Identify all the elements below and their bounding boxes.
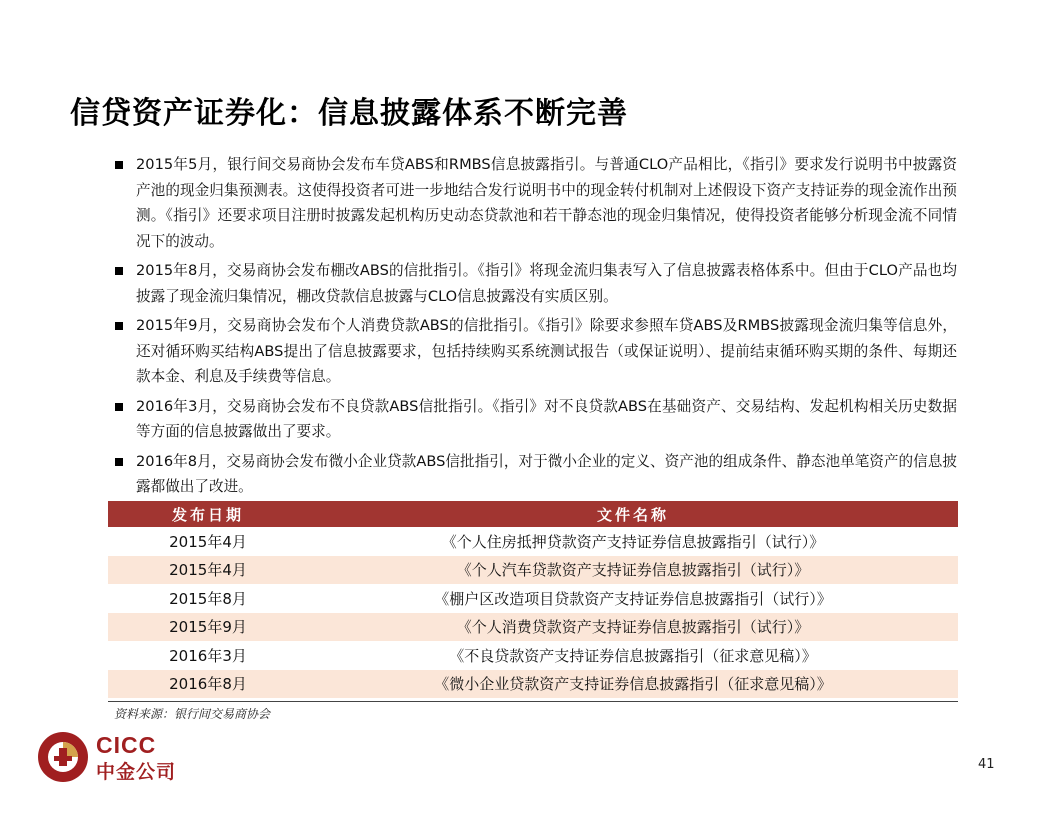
cicc-logo-icon [36, 730, 90, 784]
guidelines-table [108, 501, 958, 698]
cell-date: 2016年8月 [108, 670, 308, 699]
cell-date: 2015年8月 [169, 589, 247, 608]
cell-document: 《个人汽车贷款资产支持证券信息披露指引（试行）》 [308, 556, 958, 585]
table-bottom-rule [108, 701, 958, 702]
cell-date: 2016年3月 [169, 646, 247, 665]
cell-document: 《个人住房抵押贷款资产支持证券信息披露指引（试行）》 [441, 532, 825, 551]
logo-text-cn: 中金公司 [96, 761, 177, 783]
page-title: 信贷资产证券化：信息披露体系不断完善 [70, 96, 628, 131]
header-release-date: 发布日期 [108, 501, 308, 527]
bullet-square-icon [115, 458, 123, 466]
cicc-logo [36, 730, 186, 782]
table-row [108, 641, 958, 670]
cell-document: 《不良贷款资产支持证券信息披露指引（征求意见稿）》 [449, 646, 817, 665]
table-row [108, 584, 958, 613]
bullet-text: 2016年3月，交易商协会发布不良贷款ABS信批指引。《指引》对不良贷款ABS在基础资产、交易结构、发起机构相关历史数据等方面的信息披露做出了要求。 [136, 397, 957, 440]
cell-document: 《棚户区改造项目贷款资产支持证券信息披露指引（试行）》 [434, 589, 832, 608]
bullet-list [112, 152, 957, 504]
logo-text-en: CICC [96, 732, 157, 758]
bullet-square-icon [115, 267, 123, 275]
source-note: 资料来源：银行间交易商协会 [114, 707, 271, 721]
cell-date: 2015年9月 [108, 613, 308, 642]
header-document-name: 文件名称 [308, 501, 958, 527]
bullet-square-icon [115, 322, 123, 330]
bullet-item [112, 152, 957, 254]
bullet-item [112, 313, 957, 390]
bullet-item [112, 394, 957, 445]
bullet-text: 2015年5月，银行间交易商协会发布车贷ABS和RMBS信息披露指引。与普通CLO产品相比，《指引》要求发行说明书中披露资产池的现金归集预测表。这使得投资者可进一步地结合发行说明书中的现金转付机制对上述假设下资产支持证券的现金流作出预测。《指引》还要求项目注册时披露发起机构历史动态贷款池和若干静态池的现金归集情况，使得投资者能够分析现金流不同情况下的波动。 [136, 156, 957, 250]
bullet-square-icon [115, 403, 123, 411]
table-row [108, 613, 958, 642]
cell-document: 《微小企业贷款资产支持证券信息披露指引（征求意见稿）》 [308, 670, 958, 699]
table-row [108, 527, 958, 556]
table-row [108, 670, 958, 699]
table-row [108, 556, 958, 585]
bullet-text: 2016年8月，交易商协会发布微小企业贷款ABS信批指引，对于微小企业的定义、资产池的组成条件、静态池单笔资产的信息披露都做出了改进。 [136, 452, 957, 495]
bullet-text: 2015年9月，交易商协会发布个人消费贷款ABS的信批指引。《指引》除要求参照车贷ABS及RMBS披露现金流归集等信息外，还对循环购买结构ABS提出了信息披露要求，包括持续购买系统测试报告（或保证说明）、提前结束循环购买期的条件、每期还款本金、利息及手续费等信息。 [136, 317, 957, 385]
bullet-item [112, 258, 957, 309]
cell-date: 2015年4月 [169, 532, 247, 551]
cell-date: 2015年4月 [108, 556, 308, 585]
cell-document: 《个人消费贷款资产支持证券信息披露指引（试行）》 [308, 613, 958, 642]
table-header-row [108, 501, 958, 527]
bullet-item [112, 449, 957, 500]
page-number: 41 [978, 757, 995, 772]
bullet-text: 2015年8月，交易商协会发布棚改ABS的信批指引。《指引》将现金流归集表写入了信息披露表格体系中。但由于CLO产品也均披露了现金流归集情况，棚改贷款信息披露与CLO信息披露没有实质区别。 [136, 262, 957, 305]
bullet-square-icon [115, 161, 123, 169]
